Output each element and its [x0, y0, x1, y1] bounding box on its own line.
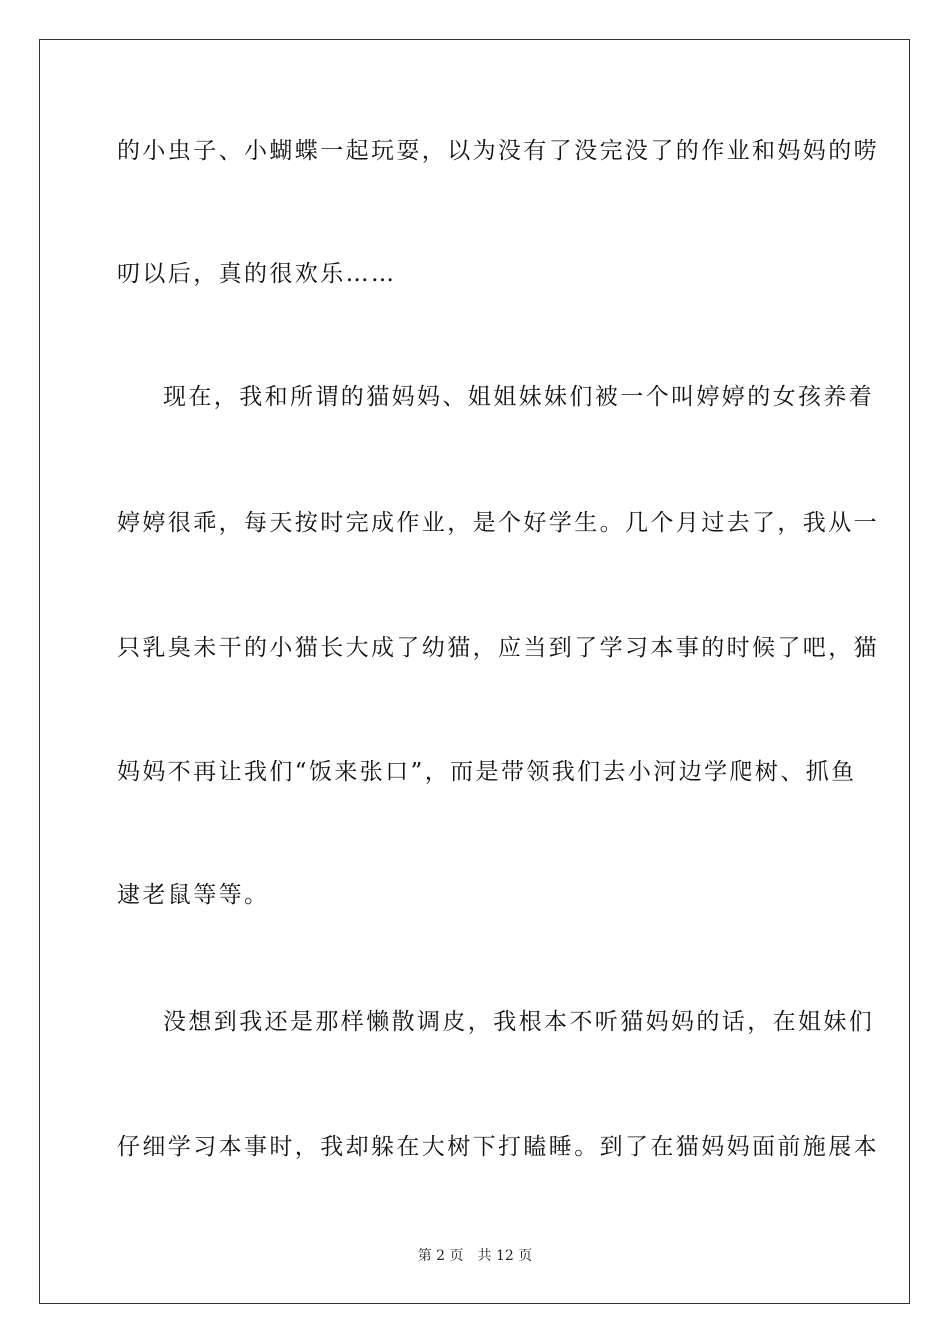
body-text-line: 只乳臭未干的小猫长大成了幼猫，应当到了学习本事的时候了吧，猫 — [117, 635, 879, 661]
page-number: 第 2 页 — [417, 1248, 464, 1264]
body-text-line: 仔细学习本事时，我却躲在大树下打瞌睡。到了在猫妈妈面前施展本 — [117, 1134, 879, 1160]
body-text-line: 叨以后，真的很欢乐…… — [117, 261, 397, 287]
paragraph-start-line: 没想到我还是那样懒散调皮，我根本不听猫妈妈的话，在姐妹们 — [163, 1009, 875, 1035]
page-footer — [0, 1247, 950, 1265]
body-text-line: 的小虫子、小蝴蝶一起玩耍，以为没有了没完没了的作业和妈妈的唠 — [117, 138, 879, 164]
body-text-line: 逮老鼠等等。 — [117, 882, 270, 908]
body-text-line: 婷婷很乖，每天按时完成作业，是个好学生。几个月过去了，我从一 — [117, 510, 879, 536]
paragraph-start-line: 现在，我和所谓的猫妈妈、姐姐妹妹们被一个叫婷婷的女孩养着 — [163, 384, 875, 410]
page-total: 共 12 页 — [477, 1248, 533, 1264]
body-text-line: 妈妈不再让我们“饭来张口”，而是带领我们去小河边学爬树、抓鱼 — [117, 759, 857, 785]
page-border — [39, 39, 910, 1304]
